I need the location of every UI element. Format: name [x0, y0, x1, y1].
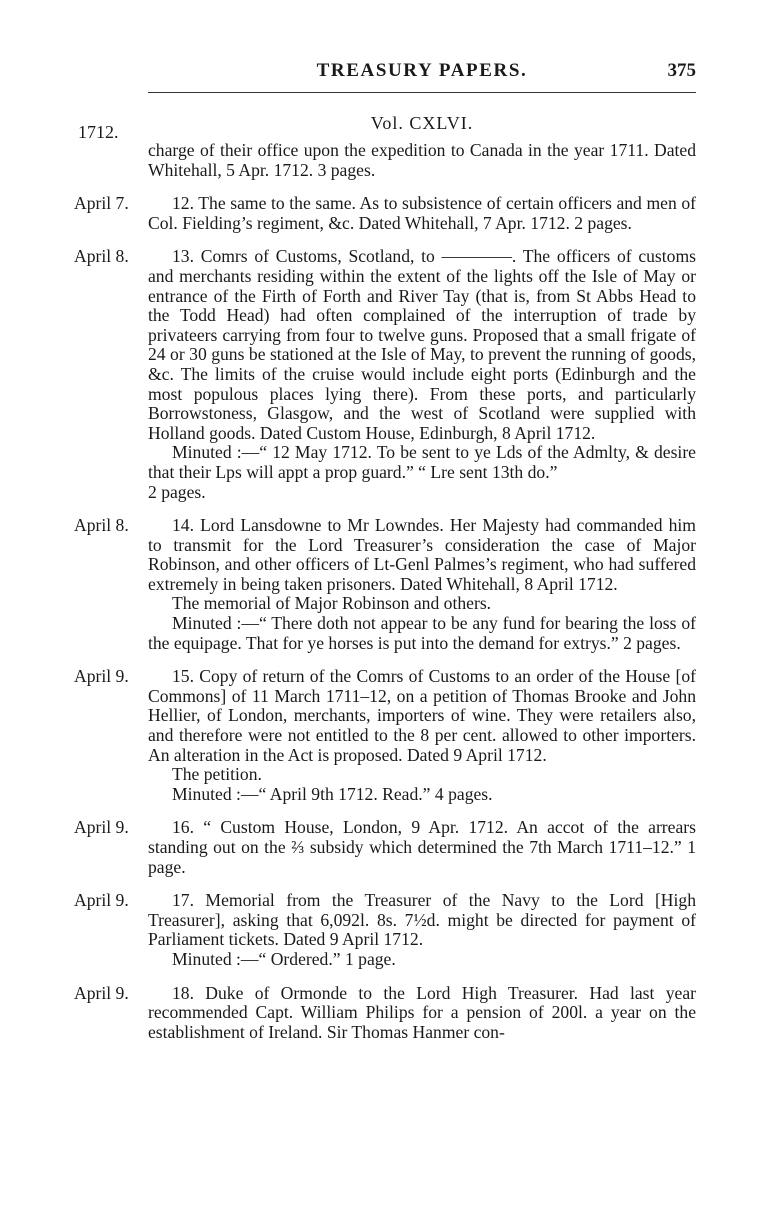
calendar-entry	[74, 890, 696, 969]
entry-text: charge of their office upon the expedition to Canada in the year 1711. Dated Whitehall, 5 Apr. 1712. 3 pages.	[148, 140, 696, 180]
page-number: 375	[667, 60, 696, 81]
entry-minute: Minuted :—“ 12 May 1712. To be sent to ye Lds of the Admlty, & desire that their Lps will appt a prop guard.” “ Lre sent 13th do.”	[148, 442, 696, 482]
calendar-entry	[74, 982, 696, 1043]
entry-text: 13. Comrs of Customs, Scotland, to ————. The officers of customs and merchants residing within the extent of the lights off the Isle of May or entrance of the Firth of Forth and River Tay (that is, from St Abbs Head to the Todd Head) had often complained of the interruption of trade by privateers carrying from four to twelve guns. Proposed that a small frigate of 24 or 30 guns be stationed at the Isle of May, to prevent the running of goods, &c. The limits of the cruise would include eight ports (Edinburgh and the most populous places lying there). From these ports, and particularly Borrowstoness, Glasgow, and the west of Scotland were supplied with Holland goods. Dated Custom House, Edinburgh, 8 April 1712.	[148, 246, 696, 443]
entry-minute: Minuted :—“ Ordered.” 1 page.	[172, 948, 396, 969]
calendar-entry	[74, 246, 696, 502]
entry-minute: Minuted :—“ April 9th 1712. Read.” 4 pages.	[172, 783, 493, 804]
calendar-entry	[74, 193, 696, 233]
calendar-body	[74, 140, 696, 1056]
entry-text: 15. Copy of return of the Comrs of Customs to an order of the House [of Commons] of 11 March 1711–12, on a petition of Thomas Brooke and John Hellier, of London, merchants, importers of wine. They were retailers also, and therefore were not entitled to the 8 per cent. allowed to other importers. An alteration in the Act is proposed. Dated 9 April 1712.	[148, 666, 696, 765]
entry-pages: 2 pages.	[148, 481, 206, 502]
running-header	[148, 60, 696, 90]
header-rule	[148, 92, 696, 93]
entry-date: April 9.	[74, 666, 129, 687]
entry-text: 17. Memorial from the Treasurer of the Navy to the Lord [High Treasurer], asking that 6,092l. 8s. 7½d. might be directed for payment of Parliament tickets. Dated 9 April 1712.	[148, 890, 696, 950]
calendar-entry	[148, 141, 696, 180]
calendar-entry	[74, 515, 696, 653]
entry-date: April 8.	[74, 246, 129, 267]
header-title: TREASURY PAPERS.	[316, 60, 528, 81]
calendar-entry	[74, 666, 696, 804]
entry-date: April 7.	[74, 193, 129, 214]
entry-minute: Minuted :—“ There doth not appear to be any fund for bearing the loss of the equipage. That for ye horses is put into the demand for extrys.” 2 pages.	[148, 613, 696, 653]
entry-text: 14. Lord Lansdowne to Mr Lowndes. Her Majesty had commanded him to transmit for the Lord Treasurer’s consideration the case of Major Robinson, and other officers of Lt-Genl Palmes’s regiment, who had suffered extremely in being taken prisoners. Dated Whitehall, 8 April 1712.	[148, 515, 696, 594]
entry-text: 16. “ Custom House, London, 9 Apr. 1712. An accot of the arrears standing out on the ⅔ subsidy which determined the 7th March 1711–12.” 1 page.	[148, 817, 696, 877]
entry-date: April 8.	[74, 515, 129, 536]
entry-date: April 9.	[74, 817, 129, 838]
volume-heading: Vol. CXLVI.	[370, 113, 474, 133]
calendar-entry	[74, 817, 696, 877]
entry-date: April 9.	[74, 890, 129, 911]
entry-enclosure: The memorial of Major Robinson and others.	[172, 593, 492, 614]
margin-year: 1712.	[78, 122, 119, 142]
entry-text: 12. The same to the same. As to subsistence of certain officers and men of Col. Fielding’s regiment, &c. Dated Whitehall, 7 Apr. 1712. 2 pages.	[148, 193, 696, 233]
entry-date: April 9.	[74, 982, 129, 1003]
entry-text: 18. Duke of Ormonde to the Lord High Treasurer. Had last year recommended Capt. William Philips for a pension of 200l. a year on the establishment of Ireland. Sir Thomas Hanmer con-	[148, 982, 696, 1042]
entry-enclosure: The petition.	[172, 764, 262, 785]
